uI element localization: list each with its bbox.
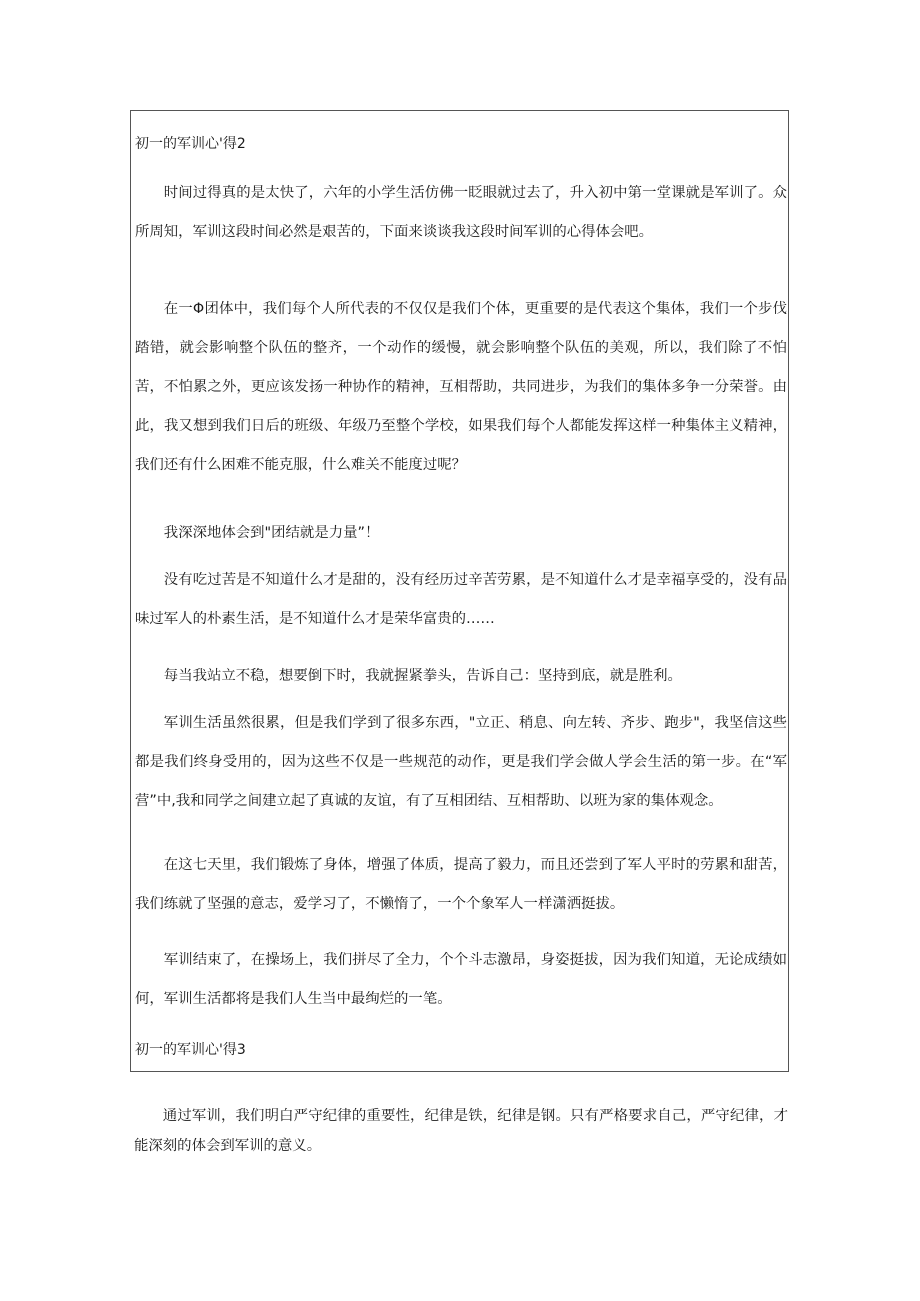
paragraph-2: 在一Φ团体中，我们每个人所代表的不仅仅是我们个体，更重要的是代表这个集体，我们一个步伐踏错，就会影响整个队伍的整齐，一个动作的缓慢，就会影响整个队伍的美观，所以，我们除了不怕苦，不怕累之外，更应该发扬一种协作的精神，互相帮助，共同进步，为我们的集体多争一分荣誉。由此，我又想到我们日后的班级、年级乃至整个学校，如果我们每个人都能发挥这样一种集体主义精神，我们还有什么困难不能克服，什么难关不能度过呢？ — [135, 301, 787, 473]
paragraph-5: 每当我站立不稳，想要倒下时，我就握紧拳头，告诉自己：坚持到底，就是胜利。 — [163, 668, 682, 684]
paragraph-7: 在这七天里，我们锻炼了身体，增强了体质，提高了毅力，而且还尝到了军人平时的劳累和甜苦，我们练就了坚强的意志，爱学习了，不懒惰了，一个个象军人一样潇洒挺拔。 — [135, 857, 787, 912]
section-title-3: 初一的军训心'得3 — [135, 1042, 246, 1058]
paragraph-1: 时间过得真的是太快了，六年的小学生活仿佛一眨眼就过去了，升入初中第一堂课就是军训了。众所周知，军训这段时间必然是艰苦的，下面来谈谈我这段时间军训的心得体会吧。 — [135, 185, 787, 240]
paragraph-6: 军训生活虽然很累，但是我们学到了很多东西，"立正、稍息、向左转、齐步、跑步"，我坚信这些都是我们终身受用的，因为这些不仅是一些规范的动作，更是我们学会做人学会生活的第一步。在“军营”中,我和同学之间建立起了真诚的友谊，有了互相团结、互相帮助、以班为家的集体观念。 — [135, 715, 787, 809]
paragraph-8: 军训结束了，在操场上，我们拼尽了全力，个个斗志激昂，身姿挺拔，因为我们知道，无论成绩如何，军训生活都将是我们人生当中最绚烂的一笔。 — [135, 952, 787, 1007]
paragraph-4: 没有吃过苦是不知道什么才是甜的，没有经历过辛苦劳累，是不知道什么才是幸福享受的，没有品味过军人的朴素生活，是不知道什么才是荣华富贵的…… — [135, 572, 787, 627]
paragraph-3: 我深深地体会到"团结就是力量”！ — [163, 525, 380, 541]
paragraph-outside: 通过军训，我们明白严守纪律的重要性，纪律是铁，纪律是钢。只有严格要求自己，严守纪律，才能深刻的体会到军训的意义。 — [134, 1108, 788, 1154]
text-frame — [130, 110, 789, 1072]
section-title-2: 初一的军训心'得2 — [135, 136, 246, 152]
